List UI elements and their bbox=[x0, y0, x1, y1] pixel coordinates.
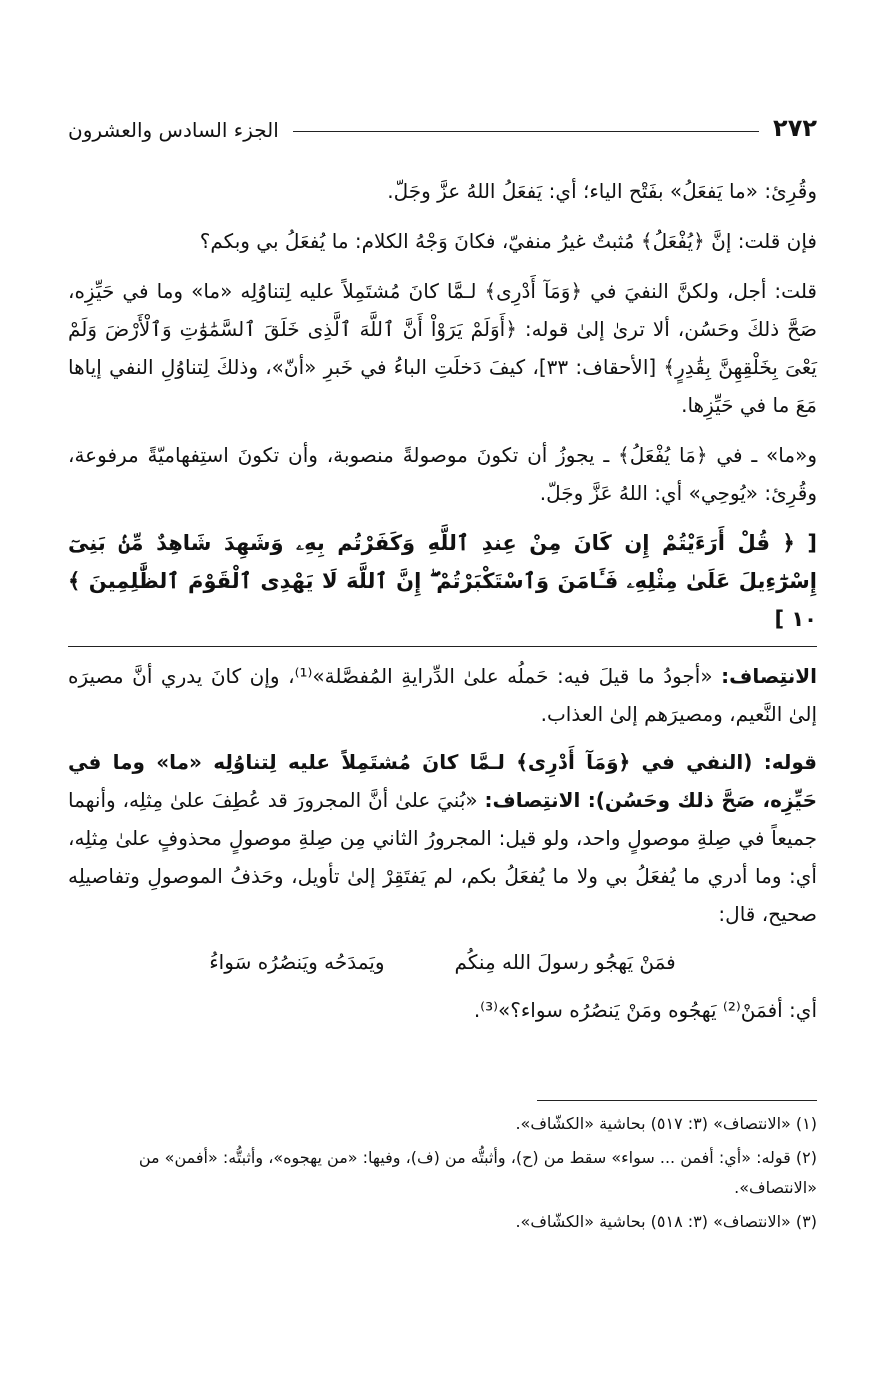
commentary bbox=[68, 657, 817, 1029]
paragraph-answer: قلت: أجل، ولكنَّ النفيَ في ﴿وَمَآ أَدْرِى﴾ لـمَّا كانَ مُشتَمِلاً عليه لِتناوُلِه «ما» وما في حَيِّزِه، صَحَّ ذلكَ وحَسُن، ألا ترىٰ إلىٰ قوله: ﴿أَوَلَمْ يَرَوْاْ أَنَّ ٱللَّهَ ٱلَّذِى خَلَقَ ٱلسَّمَٰوَٰتِ وَٱلْأَرْضَ وَلَمْ يَعْىَ بِخَلْقِهِنَّ بِقَٰدِرٍ﴾ [الأحقاف: ٣٣]، كيفَ دَخلَتِ الباءُ في خَبرِ «أنّ»، وذلكَ لِتناوُلِ النفي إياها مَعَ ما في حَيِّزِها. bbox=[68, 279, 817, 417]
footnote-divider bbox=[537, 1100, 817, 1101]
commentary-intisaf-1 bbox=[68, 657, 817, 733]
poem-verse bbox=[68, 943, 817, 981]
header-rule bbox=[293, 131, 759, 132]
footnotes bbox=[68, 1100, 817, 1241]
main-text bbox=[68, 172, 817, 1039]
quran-verse: [ ﴿ قُلْ أَرَءَيْتُمْ إِن كَانَ مِنْ عِندِ ٱللَّهِ وَكَفَرْتُم بِهِۦ وَشَهِدَ شَاهِدٌ مِّنۢ بَنِىٓ إِسْرَٰٓءِيلَ عَلَىٰ مِثْلِهِۦ فَـَٔامَنَ وَٱسْتَكْبَرْتُمْ ۖ إِنَّ ٱللَّهَ لَا يَهْدِى ٱلْقَوْمَ ٱلظَّٰلِمِينَ ﴾ ١٠ ] bbox=[68, 531, 817, 631]
poem-first-hemistich: فمَنْ يَهجُو رسولَ الله مِنكُم bbox=[454, 950, 676, 974]
page bbox=[68, 0, 817, 1392]
footnote-1: (١) «الانتصاف» (٣: ٥١٧) بحاشية «الكشّاف». bbox=[515, 1114, 817, 1133]
term-intisaf: الانتِصاف: bbox=[721, 664, 817, 688]
paragraph-question: فإن قلت: إنَّ ﴿يُفْعَلُ﴾ مُثبتٌ غيرُ منفيّ، فكانَ وَجْهُ الكلام: ما يُفعَلُ بي وبكم؟ bbox=[199, 229, 817, 253]
commentary-text-2: «بُنيَ علىٰ أنَّ المجرورَ قد عُطِفَ علىٰ مِثلِه، وأنهما جميعاً في صِلةِ موصولٍ واحد، ولو قيل: المجرورُ الثاني مِن صِلةِ موصولٍ محذوفٍ علىٰ مِثلِه، أي: وما أدري ما يُفعَلُ بي ولا ما يُفعَلُ بكم، لم يَفتَقِرْ إلىٰ تأويل، وحَذفُ الموصولِ وتفاصيلِه صحيح، قال: bbox=[68, 788, 817, 926]
commentary-text-1: «أجودُ ما قيلَ فيه: حَملُه علىٰ الدِّرايةِ المُفصَّلة»⁽¹⁾، وإن كانَ يدري أنَّ مصيرَه إلىٰ النَّعيم، ومصيرَهم إلىٰ العذاب. bbox=[68, 664, 817, 726]
poem-second-hemistich: ويَمدَحُه ويَنصُرُه سَواءُ bbox=[209, 950, 385, 974]
footnote-2: (٢) قوله: «أي: أفمن ... سواء» سقط من (ح)، وأثبتُّه من (ف)، وفيها: «من يهجوه»، وأثبتُّه: «أفمن» من «الانتصاف». bbox=[138, 1148, 817, 1197]
footnote-3: (٣) «الانتصاف» (٣: ٥١٨) بحاشية «الكشّاف». bbox=[515, 1212, 817, 1231]
paragraph-ma: و«ما» ـ في ﴿مَا يُفْعَلُ﴾ ـ يجوزُ أن تكونَ موصولةً منصوبة، وأن تكونَ استِفهاميّةً مرفوعة، وقُرِئ: «يُوحِي» أي: اللهُ عَزَّ وجَلّ. bbox=[68, 443, 817, 505]
term-intisaf-2: الانتِصاف: bbox=[484, 788, 588, 812]
verse-divider bbox=[68, 646, 817, 647]
commentary-lead: قوله: (النفي في ﴿وَمَآ أَدْرِى﴾ لـمَّا كانَ مُشتَمِلاً عليه لِتناوُلِه «ما» وما في حَيِّزِه، صَحَّ ذلك وحَسُن): bbox=[68, 750, 817, 812]
commentary-explanation: أي: أفمَنْ⁽²⁾ يَهجُوه ومَنْ يَنصُرُه سواء؟»⁽³⁾. bbox=[473, 998, 817, 1022]
paragraph-reading: وقُرِئ: «ما يَفعَلُ» بفَتْح الياء؛ أي: يَفعَلُ اللهُ عزَّ وجَلّ. bbox=[387, 179, 817, 203]
commentary-qawluhu bbox=[68, 743, 817, 933]
running-title: الجزء السادس والعشرون bbox=[68, 118, 279, 142]
running-header bbox=[68, 100, 817, 140]
page-number: ٢٧٢ bbox=[773, 114, 817, 142]
